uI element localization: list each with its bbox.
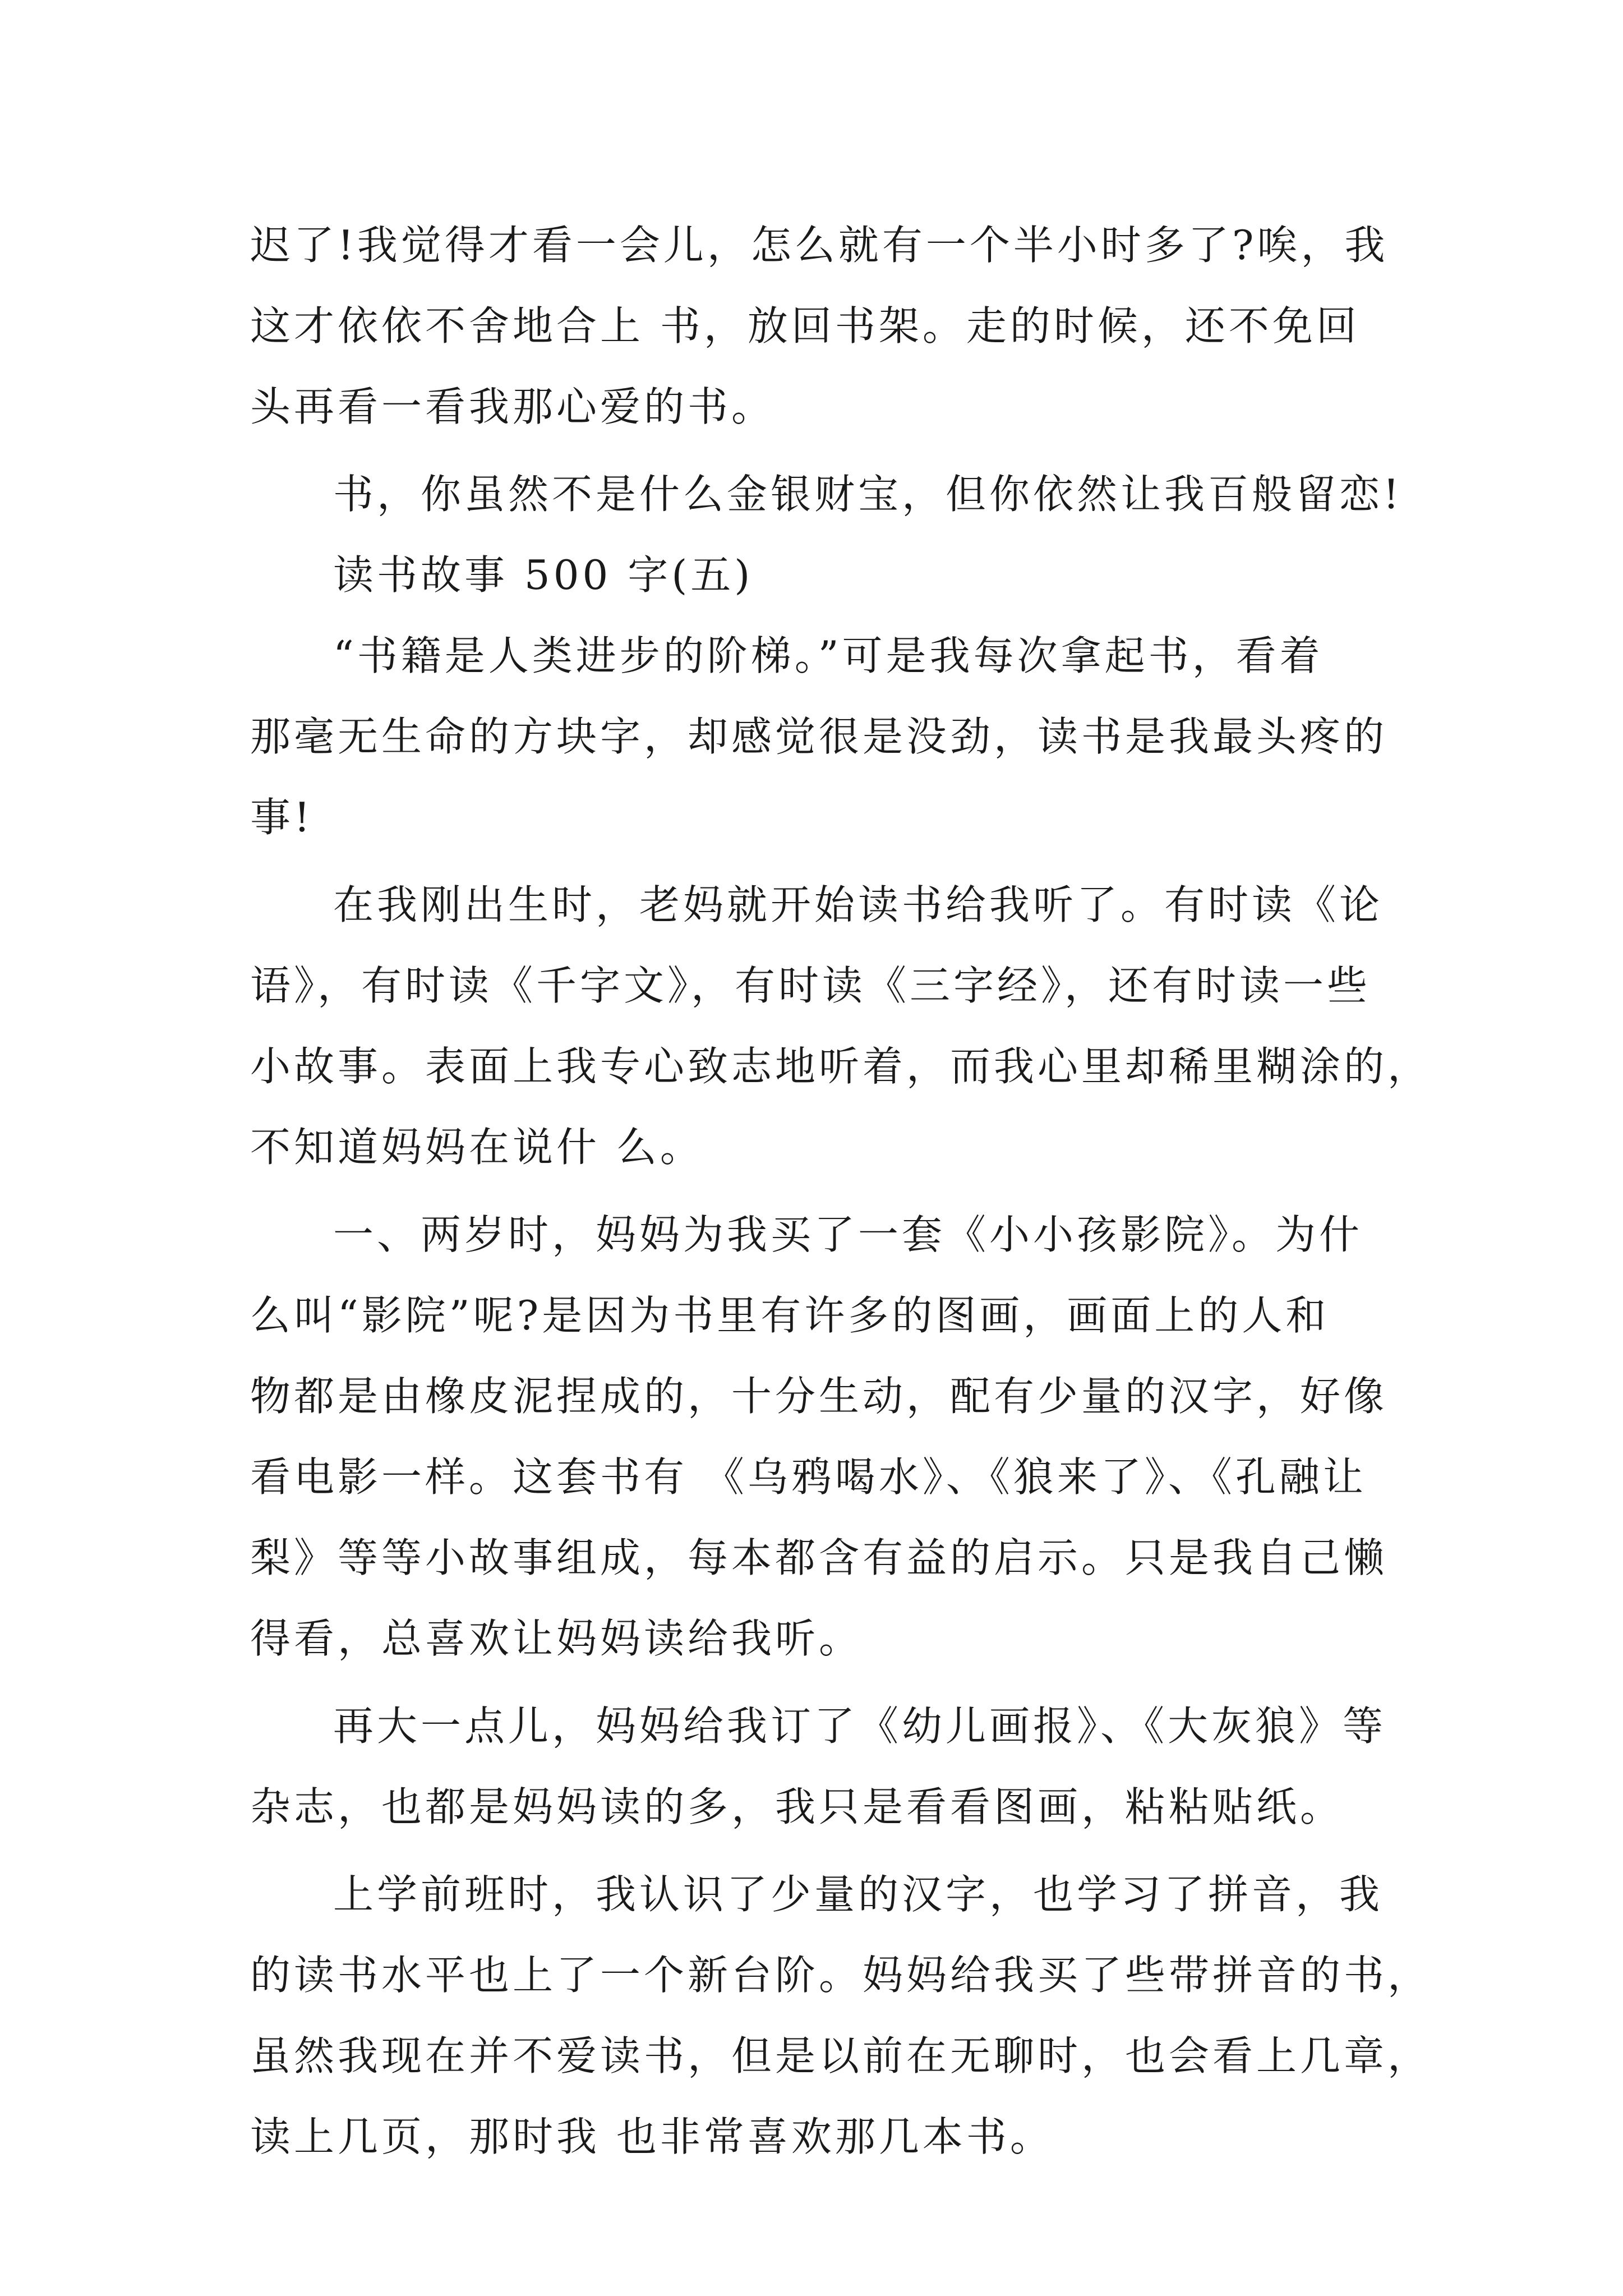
text-line: 不知道妈妈在说什 么。: [250, 1124, 704, 1171]
text-line: 虽然我现在并不爱读书，但是以前在无聊时，也会看上几章，: [250, 2032, 1432, 2079]
text-line: 杂志，也都是妈妈读的多，我只是看看图画，粘粘贴纸。: [250, 1783, 1344, 1830]
text-line: 看电影一样。这套书有 《乌鸦喝水》、《狼来了》、《孔融让: [250, 1453, 1367, 1501]
paragraph-line: 上学前班时，我认识了少量的汉字，也学习了拼音，我: [333, 1871, 1384, 1918]
text-line: 小故事。表面上我专心致志地听着，而我心里却稀里糊涂的，: [250, 1043, 1432, 1090]
text-line: 迟了!我觉得才看一会儿，怎么就有一个半小时多了?唉，我: [250, 222, 1389, 269]
paragraph-line: 一、两岁时，妈妈为我买了一套《小小孩影院》。为什: [333, 1211, 1363, 1258]
text-line: 这才依依不舍地合上 书，放回书架。走的时候，还不免回: [250, 302, 1360, 349]
text-line: 语》，有时读《千字文》，有时读《三字经》，还有时读一些: [250, 962, 1371, 1009]
text-line: 那毫无生命的方块字，却感觉很是没劲，读书是我最头疼的: [250, 713, 1388, 760]
section-heading: 读书故事 500 字(五): [333, 551, 754, 599]
text-line: 物都是由橡皮泥捏成的，十分生动，配有少量的汉字，好像: [250, 1373, 1388, 1420]
text-line: 事!: [250, 794, 313, 841]
paragraph-line: 书，你虽然不是什么金银财宝，但你依然让我百般留恋!: [333, 471, 1403, 518]
paragraph-line: 在我刚出生时，老妈就开始读书给我听了。有时读《论: [333, 881, 1384, 928]
paragraph-line: 再大一点儿，妈妈给我订了《幼儿画报》、《大灰狼》等: [333, 1703, 1387, 1750]
text-line: 梨》等等小故事组成，每本都含有益的启示。只是我自己懒: [250, 1534, 1388, 1581]
text-line: 读上几页，那时我 也非常喜欢那几本书。: [250, 2113, 1054, 2160]
text-line: 么叫“影院”呢?是因为书里有许多的图画，画面上的人和: [250, 1292, 1330, 1339]
paragraph-line: “书籍是人类进步的阶梯。”可是我每次拿起书，看着: [333, 632, 1324, 679]
text-line: 得看，总喜欢让妈妈读给我听。: [250, 1615, 863, 1662]
text-line: 头再看一看我那心爱的书。: [250, 383, 776, 430]
document-body: [250, 205, 1432, 2177]
text-line: 的读书水平也上了一个新台阶。妈妈给我买了些带拼音的书，: [250, 1952, 1432, 1999]
